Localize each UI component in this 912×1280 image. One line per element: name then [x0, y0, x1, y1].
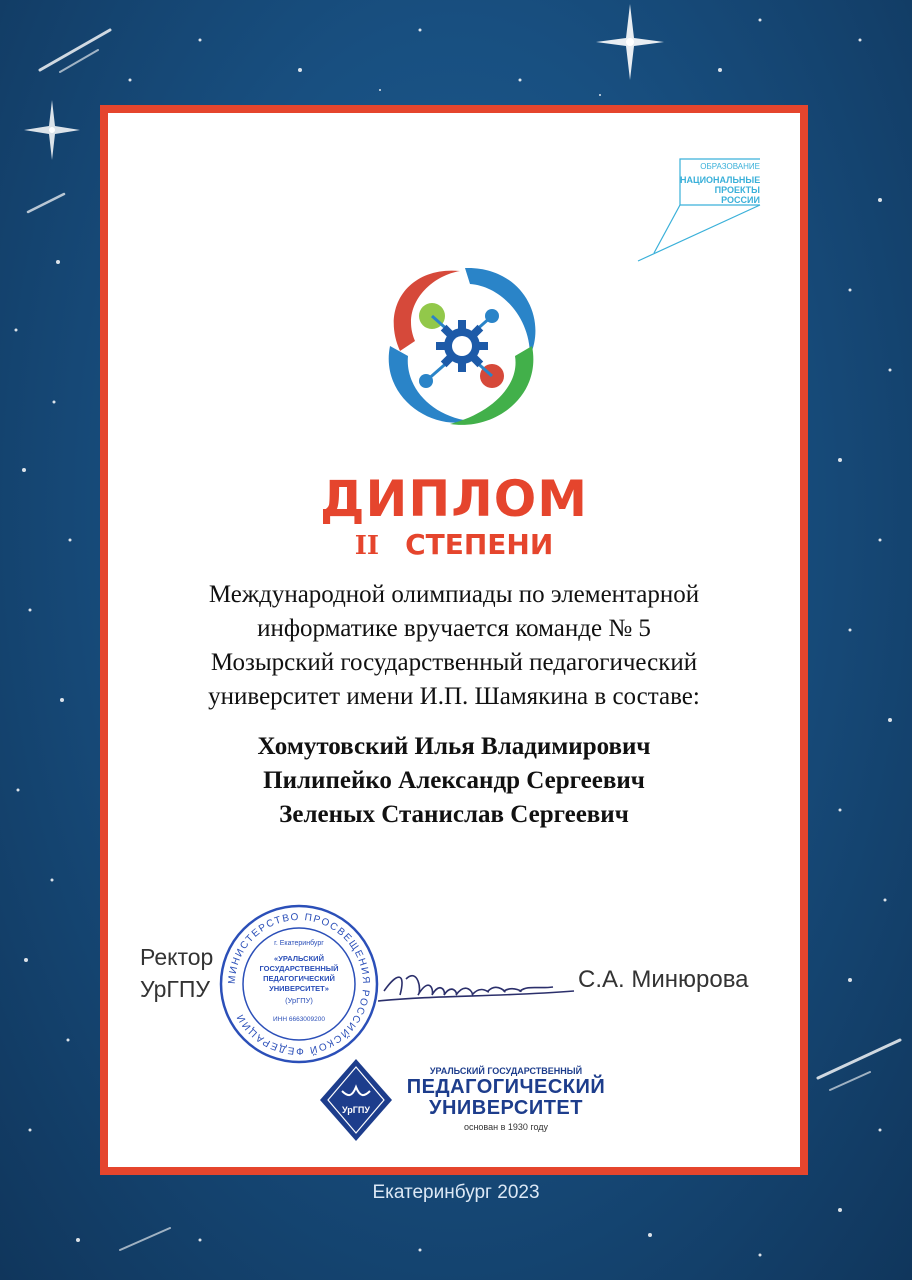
team-member: Зеленых Станислав Сергеевич — [279, 801, 629, 828]
university-line1: УРАЛЬСКИЙ ГОСУДАРСТВЕННЫЙ — [429, 1066, 583, 1076]
stamp-line: ИНН 6663009200 — [272, 1016, 326, 1023]
rector-name: С.А. Минюрова — [578, 966, 749, 993]
stamp-line: ГОСУДАРСТВЕННЫЙ — [259, 964, 339, 973]
award-text — [128, 578, 780, 714]
stamp-city: г. Екатеринбург — [274, 940, 324, 947]
award-text-line: Мозырский государственный педагогический — [210, 649, 698, 676]
diploma-title: ДИПЛОМ — [319, 470, 588, 528]
university-line2: ПЕДАГОГИЧЕСКИЙ — [406, 1076, 606, 1098]
university-emblem-icon — [318, 1057, 394, 1143]
stamp-line: (УрГПУ) — [285, 996, 313, 1005]
rector-signature — [378, 961, 578, 1011]
award-text-line: информатике вручается команде № 5 — [257, 615, 651, 642]
city-year: Екатеринбург 2023 — [372, 1182, 540, 1203]
stamp-line: ПЕДАГОГИЧЕСКИЙ — [263, 974, 335, 983]
degree-word: СТЕПЕНИ — [405, 528, 554, 561]
award-text-line: Международной олимпиады по элементарной — [208, 581, 700, 608]
university-founded: основан в 1930 году — [463, 1122, 549, 1132]
university-line3: УНИВЕРСИТЕТ — [429, 1097, 583, 1119]
stamp-outer-text: МИНИСТЕРСТВО ПРОСВЕЩЕНИЯ РОССИЙСКОЙ ФЕДЕРАЦИИ — [226, 911, 372, 1057]
team-member: Хомутовский Илья Владимирович — [257, 733, 651, 760]
stamp-line: «УРАЛЬСКИЙ — [274, 954, 324, 963]
natproj-top-label: ОБРАЗОВАНИЕ — [700, 162, 760, 171]
diploma-frame — [100, 105, 808, 1175]
rector-title: Ректор — [140, 944, 214, 970]
stamp-line: УНИВЕРСИТЕТ» — [269, 984, 329, 993]
award-text-line: университет имени И.П. Шамякина в составе: — [208, 683, 700, 710]
university-stamp — [218, 903, 380, 1065]
degree-line — [108, 525, 800, 570]
degree-roman: II — [354, 531, 380, 561]
diploma-sheet — [108, 113, 800, 1167]
team-member: Пилипейко Александр Сергеевич — [263, 767, 645, 794]
national-projects-logo — [634, 157, 764, 265]
olympiad-logo-icon — [370, 256, 550, 436]
university-name — [406, 1066, 606, 1133]
team-members — [108, 730, 800, 832]
rector-university: УрГПУ — [140, 976, 210, 1002]
natproj-main-label: НАЦИОНАЛЬНЫЕ ПРОЕКТЫ РОССИИ — [680, 175, 761, 205]
emblem-text: УрГПУ — [342, 1105, 370, 1115]
